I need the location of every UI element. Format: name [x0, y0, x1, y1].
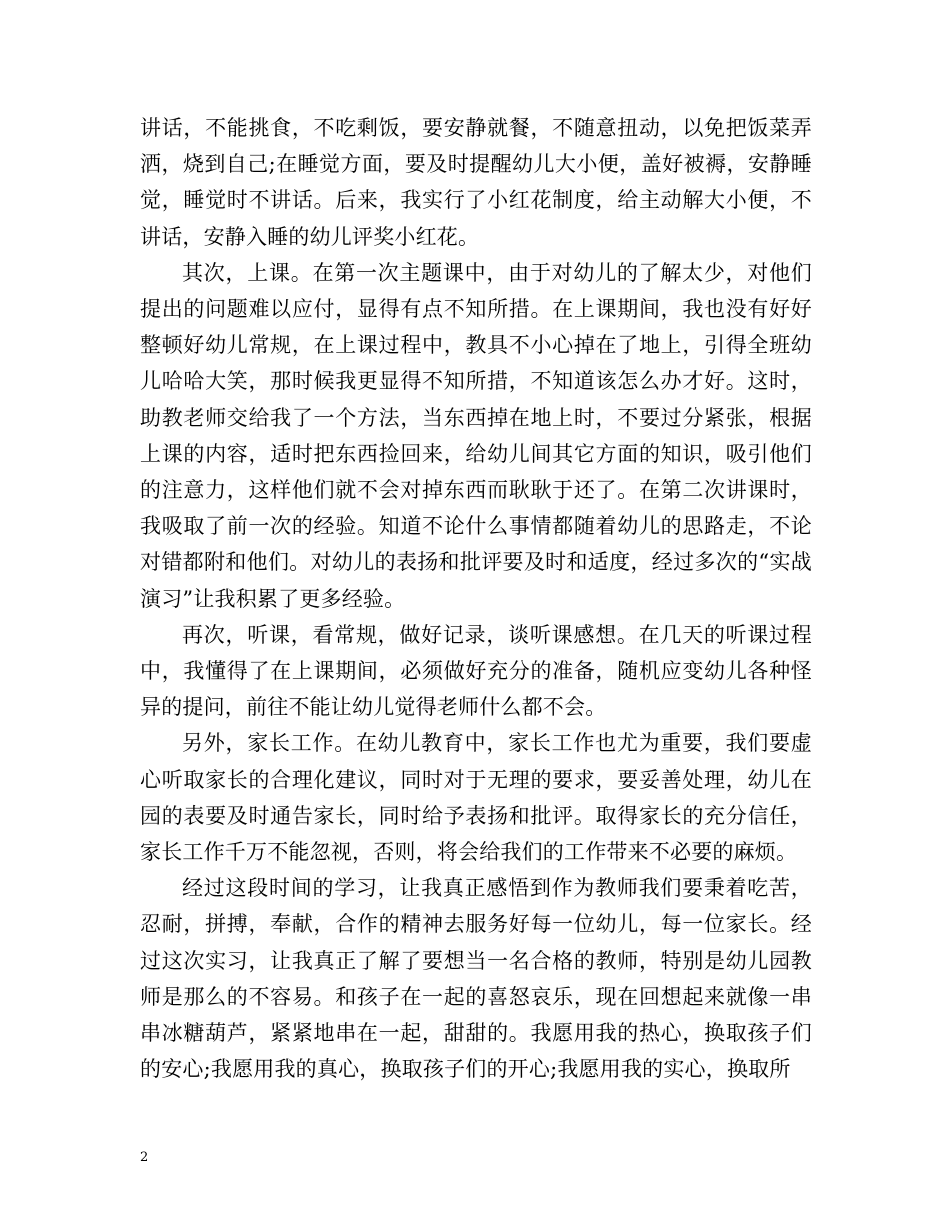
paragraph-teaching-classes: 其次，上课。在第一次主题课中，由于对幼儿的了解太少，对他们提出的问题难以应付，显得有点不知所措。在上课期间，我也没有好好整顿好幼儿常规，在上课过程中，教具不小心掉在了地上，引得全班幼儿哈哈大笑，那时候我更显得不知所措，不知道该怎么办才好。这时，助教老师交给我了一个方法，当东西掉在地上时，不要过分紧张，根据上课的内容，适时把东西捡回来，给幼儿间其它方面的知识，吸引他们的注意力，这样他们就不会对掉东西而耿耿于还了。在第二次讲课时，我吸取了前一次的经验。知道不论什么事情都随着幼儿的思路走，不论对错都附和他们。对幼儿的表扬和批评要及时和适度，经过多次的“实战演习”让我积累了更多经验。: [140, 260, 812, 611]
paragraph-reflection: 经过这段时间的学习，让我真正感悟到作为教师我们要秉着吃苦，忍耐，拼搏，奉献，合作的精神去服务好每一位幼儿，每一位家长。经过这次实习，让我真正了解了要想当一名合格的教师，特别是幼儿园教师是那么的不容易。和孩子在一起的喜怒哀乐，现在回想起来就像一串串冰糖葫芦，紧紧地串在一起，甜甜的。我愿用我的热心，换取孩子们的安心;我愿用我的真心，换取孩子们的开心;我愿用我的实心，换取所: [140, 876, 812, 1082]
page-number: 2: [140, 1150, 149, 1165]
paragraph-observing-classes: 再次，听课，看常规，做好记录，谈听课感想。在几天的听课过程中，我懂得了在上课期间，必须做好充分的准备，随机应变幼儿各种怪异的提问，前往不能让幼儿觉得老师什么都不会。: [140, 622, 812, 720]
paragraph-parent-work: 另外，家长工作。在幼儿教育中，家长工作也尤为重要，我们要虚心听取家长的合理化建议，同时对于无理的要求，要妥善处理，幼儿在园的表要及时通告家长，同时给予表扬和批评。取得家长的充分信任，家长工作千万不能忽视，否则，将会给我们的工作带来不必要的麻烦。: [140, 731, 812, 865]
paragraph-continued: 讲话，不能挑食，不吃剩饭，要安静就餐，不随意扭动，以免把饭菜弄洒，烧到自己;在睡觉方面，要及时提醒幼儿大小便，盖好被褥，安静睡觉，睡觉时不讲话。后来，我实行了小红花制度，给主动解大小便，不讲话，安静入睡的幼儿评奖小红花。: [140, 116, 812, 249]
document-body: [140, 110, 812, 1087]
